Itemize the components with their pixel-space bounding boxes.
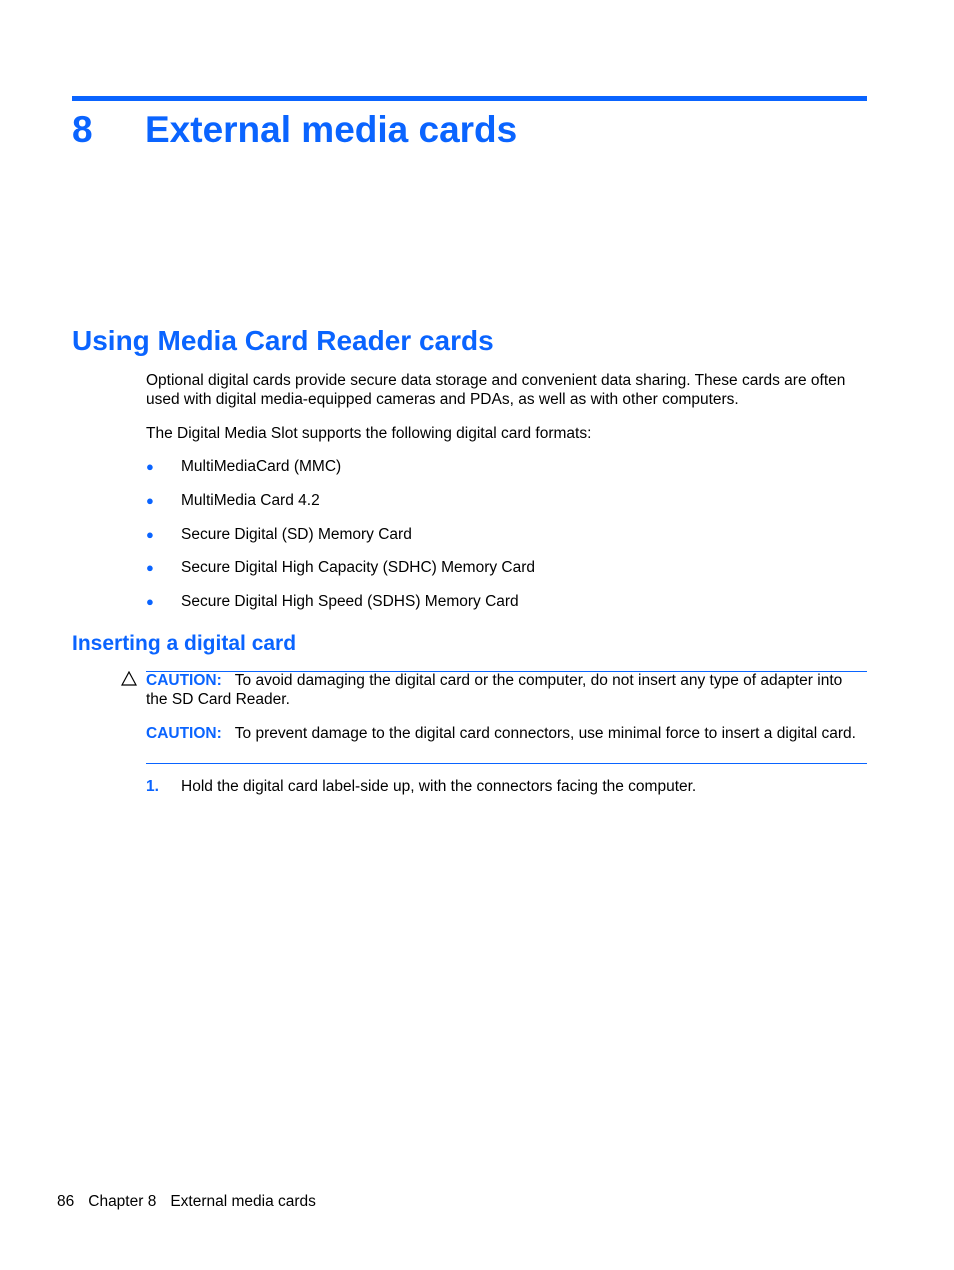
bullet-icon: ● (146, 459, 154, 474)
caution-note (146, 724, 858, 743)
caution-label: CAUTION: (146, 672, 222, 689)
intro-paragraph: Optional digital cards provide secure data storage and convenient data sharing. These cards are often used with digital media-equipped cameras and PDAs, as well as with other computers. (146, 372, 846, 408)
step-number: 1. (146, 778, 159, 795)
subsection-title: Inserting a digital card (72, 632, 297, 655)
list-item-text: MultiMedia Card 4.2 (181, 492, 320, 509)
warning-triangle-icon (121, 671, 137, 686)
caution-bottom-rule (146, 763, 867, 764)
chapter-rule (72, 96, 867, 101)
step-text: Hold the digital card label-side up, with the connectors facing the computer. (181, 778, 697, 795)
caution-text: To avoid damaging the digital card or the computer, do not insert any type of adapter into the SD Card Reader. (146, 672, 843, 708)
footer-chapter-title: External media cards (170, 1193, 316, 1210)
list-item-text: Secure Digital (SD) Memory Card (181, 526, 412, 543)
list-item (146, 592, 519, 611)
chapter-number: 8 (72, 109, 93, 150)
list-item (146, 457, 341, 476)
formats-lead-paragraph: The Digital Media Slot supports the following digital card formats: (146, 425, 592, 442)
list-item (146, 525, 412, 544)
footer-chapter-label: Chapter 8 (88, 1193, 157, 1210)
list-item-text: MultiMediaCard (MMC) (181, 458, 342, 475)
list-item-text: Secure Digital High Speed (SDHS) Memory Card (181, 593, 519, 610)
section-title: Using Media Card Reader cards (72, 325, 494, 356)
bullet-icon: ● (146, 594, 154, 609)
list-item (146, 558, 535, 577)
chapter-title: External media cards (145, 109, 518, 150)
caution-text: To prevent damage to the digital card connectors, use minimal force to insert a digital card. (234, 725, 856, 742)
list-item-text: Secure Digital High Capacity (SDHC) Memory Card (181, 559, 536, 576)
chapter-heading (72, 106, 517, 154)
caution-note (146, 671, 858, 709)
bullet-icon: ● (146, 493, 154, 508)
bullet-icon: ● (146, 560, 154, 575)
caution-label: CAUTION: (146, 725, 222, 742)
step-item (146, 777, 696, 796)
list-item (146, 491, 320, 510)
page-footer (57, 1192, 330, 1211)
bullet-icon: ● (146, 527, 154, 542)
page-number: 86 (57, 1193, 75, 1210)
